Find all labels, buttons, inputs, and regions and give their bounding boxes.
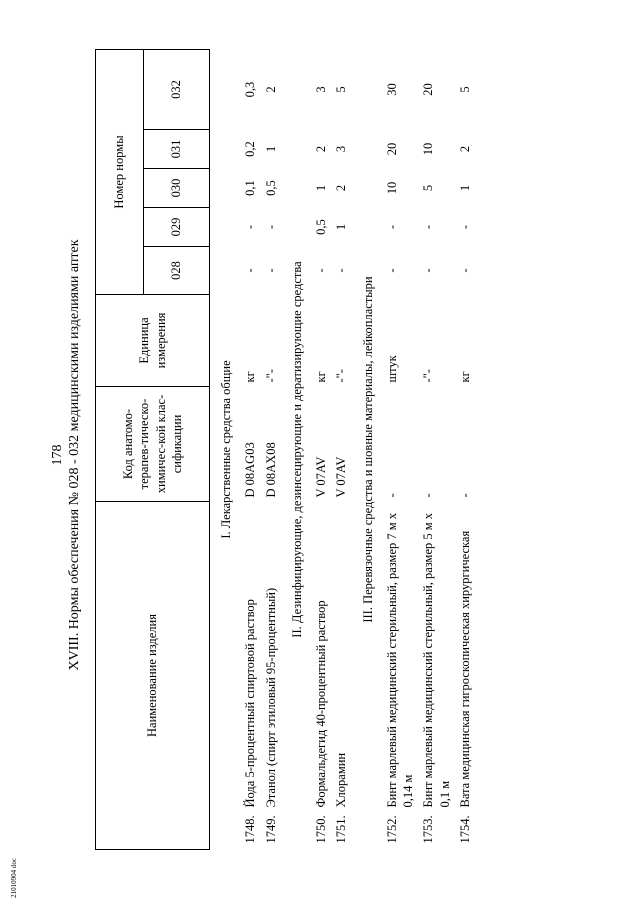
table-row (455, 50, 475, 850)
page-title: XVIII. Нормы обеспечения № 028 - 032 медицинскими изделиями аптек (67, 239, 82, 671)
table-row (331, 50, 351, 850)
row-value-029: - (457, 224, 472, 230)
row-name: Этанол (спирт этиловый 95-процентный) (263, 587, 278, 808)
row-value-029: - (421, 224, 436, 230)
page-number: 178 (50, 444, 65, 466)
row-number: 1750. (314, 815, 328, 844)
row-value-031: 0,2 (243, 141, 258, 157)
header-norm-group: Номер нормы (96, 50, 144, 295)
row-value-032: 0,3 (243, 81, 258, 98)
row-value-029: - (384, 224, 399, 230)
row-code: D 08AX08 (263, 442, 278, 498)
table-row (311, 50, 331, 850)
header-name: Наименование изделия (96, 502, 210, 850)
row-value-031: 2 (314, 145, 328, 153)
row-code: - (384, 493, 399, 498)
header-unit: Единица измерения (96, 295, 210, 387)
section-title: I. Лекарственные средства общие (219, 360, 233, 539)
section-row (352, 50, 382, 850)
row-unit: -"- (263, 369, 278, 383)
row-value-028: - (263, 268, 278, 273)
row-number: 1748. (243, 815, 258, 844)
header-norm-029: 029 (144, 208, 210, 247)
row-name: Хлорамин (334, 752, 349, 808)
row-name: Вата медицинская гигроскопическая хирургическая (457, 530, 472, 808)
footer-code: 21010904 doc (10, 858, 18, 898)
table-row (382, 50, 419, 850)
row-name: Бинт марлевый медицинский стерильный, размер 7 м х 0,14 м (384, 512, 415, 808)
row-code: V 07AV (334, 456, 349, 498)
table-row (240, 50, 260, 850)
row-value-032: 30 (384, 83, 399, 96)
row-value-031: 2 (457, 145, 472, 153)
section-row (281, 50, 311, 850)
row-unit: кг (243, 371, 258, 383)
row-name: Йода 5-процентный спиртовой раствор (243, 599, 258, 808)
row-number: 1754. (457, 815, 472, 844)
rotated-table-container (95, 50, 620, 850)
row-value-032: 5 (334, 86, 349, 93)
row-unit: -"- (421, 369, 436, 383)
row-unit: -"- (334, 369, 349, 383)
table-row (261, 50, 281, 850)
header-norm-028: 028 (144, 247, 210, 295)
row-value-029: 0,5 (314, 219, 328, 235)
header-code: Код анатомо-терапев-тическо-химичес-кой клас-сификации (96, 387, 210, 502)
header-norm-032: 032 (144, 50, 210, 130)
row-value-030: 0,1 (243, 180, 258, 196)
row-value-028: - (243, 268, 258, 273)
row-value-030: 1 (314, 184, 328, 192)
section-title: III. Перевязочные средства и шовные материалы, лейкопластыри (360, 276, 375, 623)
row-code: - (421, 493, 436, 498)
row-unit: штук (384, 355, 399, 383)
row-value-031: 20 (384, 142, 399, 156)
row-number: 1753. (421, 815, 436, 844)
row-value-032: 3 (314, 86, 328, 93)
table-row (418, 50, 455, 850)
row-code: - (457, 493, 472, 498)
section-row (210, 50, 241, 850)
row-value-029: 1 (334, 223, 349, 231)
row-value-030: 10 (384, 181, 399, 195)
row-value-030: 5 (421, 184, 436, 192)
row-value-031: 10 (421, 142, 436, 156)
section-title: II. Дезинфицирующие, дезинсецирующие и дератизирующие средства (289, 261, 304, 638)
row-value-028: - (314, 268, 328, 273)
row-code: D 08AG03 (243, 442, 258, 498)
header-norm-030: 030 (144, 169, 210, 208)
row-value-028: - (334, 268, 349, 273)
row-unit: кг (457, 371, 472, 383)
row-unit: кг (314, 371, 328, 383)
row-name: Формальдегид 40-процентный раствор (314, 600, 328, 808)
row-value-028: - (421, 268, 436, 273)
row-value-030: 0,5 (263, 180, 278, 196)
header-norm-031: 031 (144, 130, 210, 169)
row-code: V 07AV (314, 456, 328, 498)
row-value-028: - (384, 268, 399, 273)
row-value-029: - (243, 224, 258, 230)
row-number: 1749. (263, 815, 278, 844)
row-value-032: 20 (421, 83, 436, 96)
row-value-031: 3 (334, 145, 349, 153)
row-name: Бинт марлевый медицинский стерильный, размер 5 м х 0,1 м (421, 512, 452, 808)
row-number: 1752. (384, 815, 399, 844)
row-value-032: 5 (457, 86, 472, 93)
row-value-031: 1 (263, 145, 278, 153)
norms-table (95, 49, 475, 850)
row-number: 1751. (334, 815, 349, 844)
row-value-028: - (457, 268, 472, 273)
row-value-029: - (263, 224, 278, 230)
row-value-032: 2 (263, 86, 278, 93)
row-value-030: 1 (457, 184, 472, 192)
row-value-030: 2 (334, 184, 349, 192)
